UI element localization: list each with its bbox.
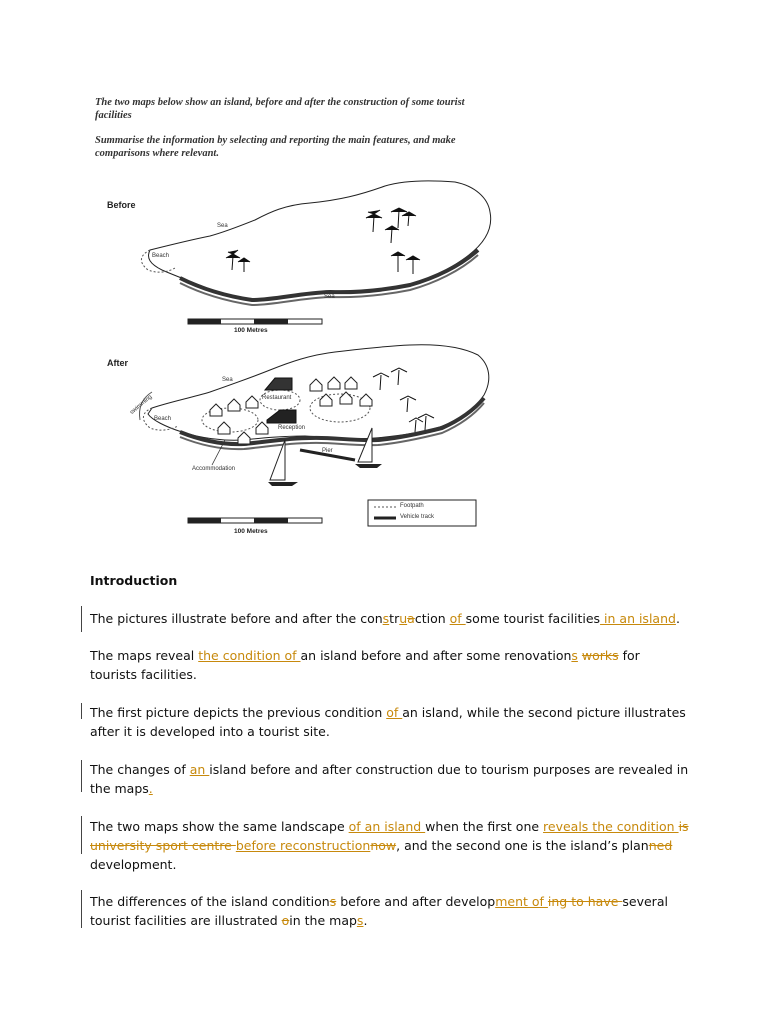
paragraph-4: The changes of an island before and after construction due to tourism purposes are revealed in the maps. bbox=[90, 762, 689, 796]
after-beach-label: Beach bbox=[154, 416, 172, 422]
revision-bar bbox=[81, 760, 82, 792]
legend-vehicle-track: Vehicle track bbox=[400, 514, 435, 520]
paragraph-5: The two maps show the same landscape of an island when the first one reveals the condition is university sport centre before reconstructionnow, and the second one is the island’s planned development. bbox=[90, 819, 689, 872]
paragraph-6: The differences of the island conditions before and after development of ing to have several tourist facilities are illustrated oin the maps. bbox=[90, 894, 668, 928]
after-map-title: After bbox=[107, 358, 129, 368]
paragraph-1: The pictures illustrate before and after the construaction of some tourist facilities in an island. bbox=[90, 611, 680, 626]
pier-label: Pier bbox=[322, 448, 333, 454]
task-prompt-line1: The two maps below show an island, before and after the construction of some tourist facilities bbox=[95, 97, 465, 121]
revision-bar bbox=[81, 816, 82, 854]
paragraph-3: The first picture depicts the previous condition of an island, while the second picture illustrates after it is developed into a tourist site. bbox=[90, 705, 686, 739]
paragraph-2: The maps reveal the condition of an island before and after some renovations works for tourists facilities. bbox=[90, 648, 640, 682]
after-swimming-label: swimming bbox=[129, 394, 154, 416]
after-scale-label: 100 Metres bbox=[234, 528, 268, 535]
revision-bar bbox=[81, 606, 82, 632]
before-sea-label-bottom: Sea bbox=[324, 294, 335, 300]
before-map-title: Before bbox=[107, 200, 136, 210]
restaurant-label: Restaurant bbox=[262, 395, 292, 401]
revision-bar bbox=[81, 890, 82, 928]
legend-footpath: Footpath bbox=[400, 503, 424, 509]
section-heading: Introduction bbox=[90, 573, 178, 588]
revision-bar bbox=[81, 703, 82, 719]
reception-label: Reception bbox=[278, 425, 306, 431]
task-prompt-line2: Summarise the information by selecting and reporting the main features, and make comparisons where relevant. bbox=[95, 135, 456, 159]
before-sea-label-top: Sea bbox=[217, 223, 228, 229]
before-scale-label: 100 Metres bbox=[234, 327, 268, 334]
before-beach-label: Beach bbox=[152, 253, 170, 259]
accommodation-label: Accommodation bbox=[192, 466, 236, 472]
after-sea-label: Sea bbox=[222, 377, 233, 383]
